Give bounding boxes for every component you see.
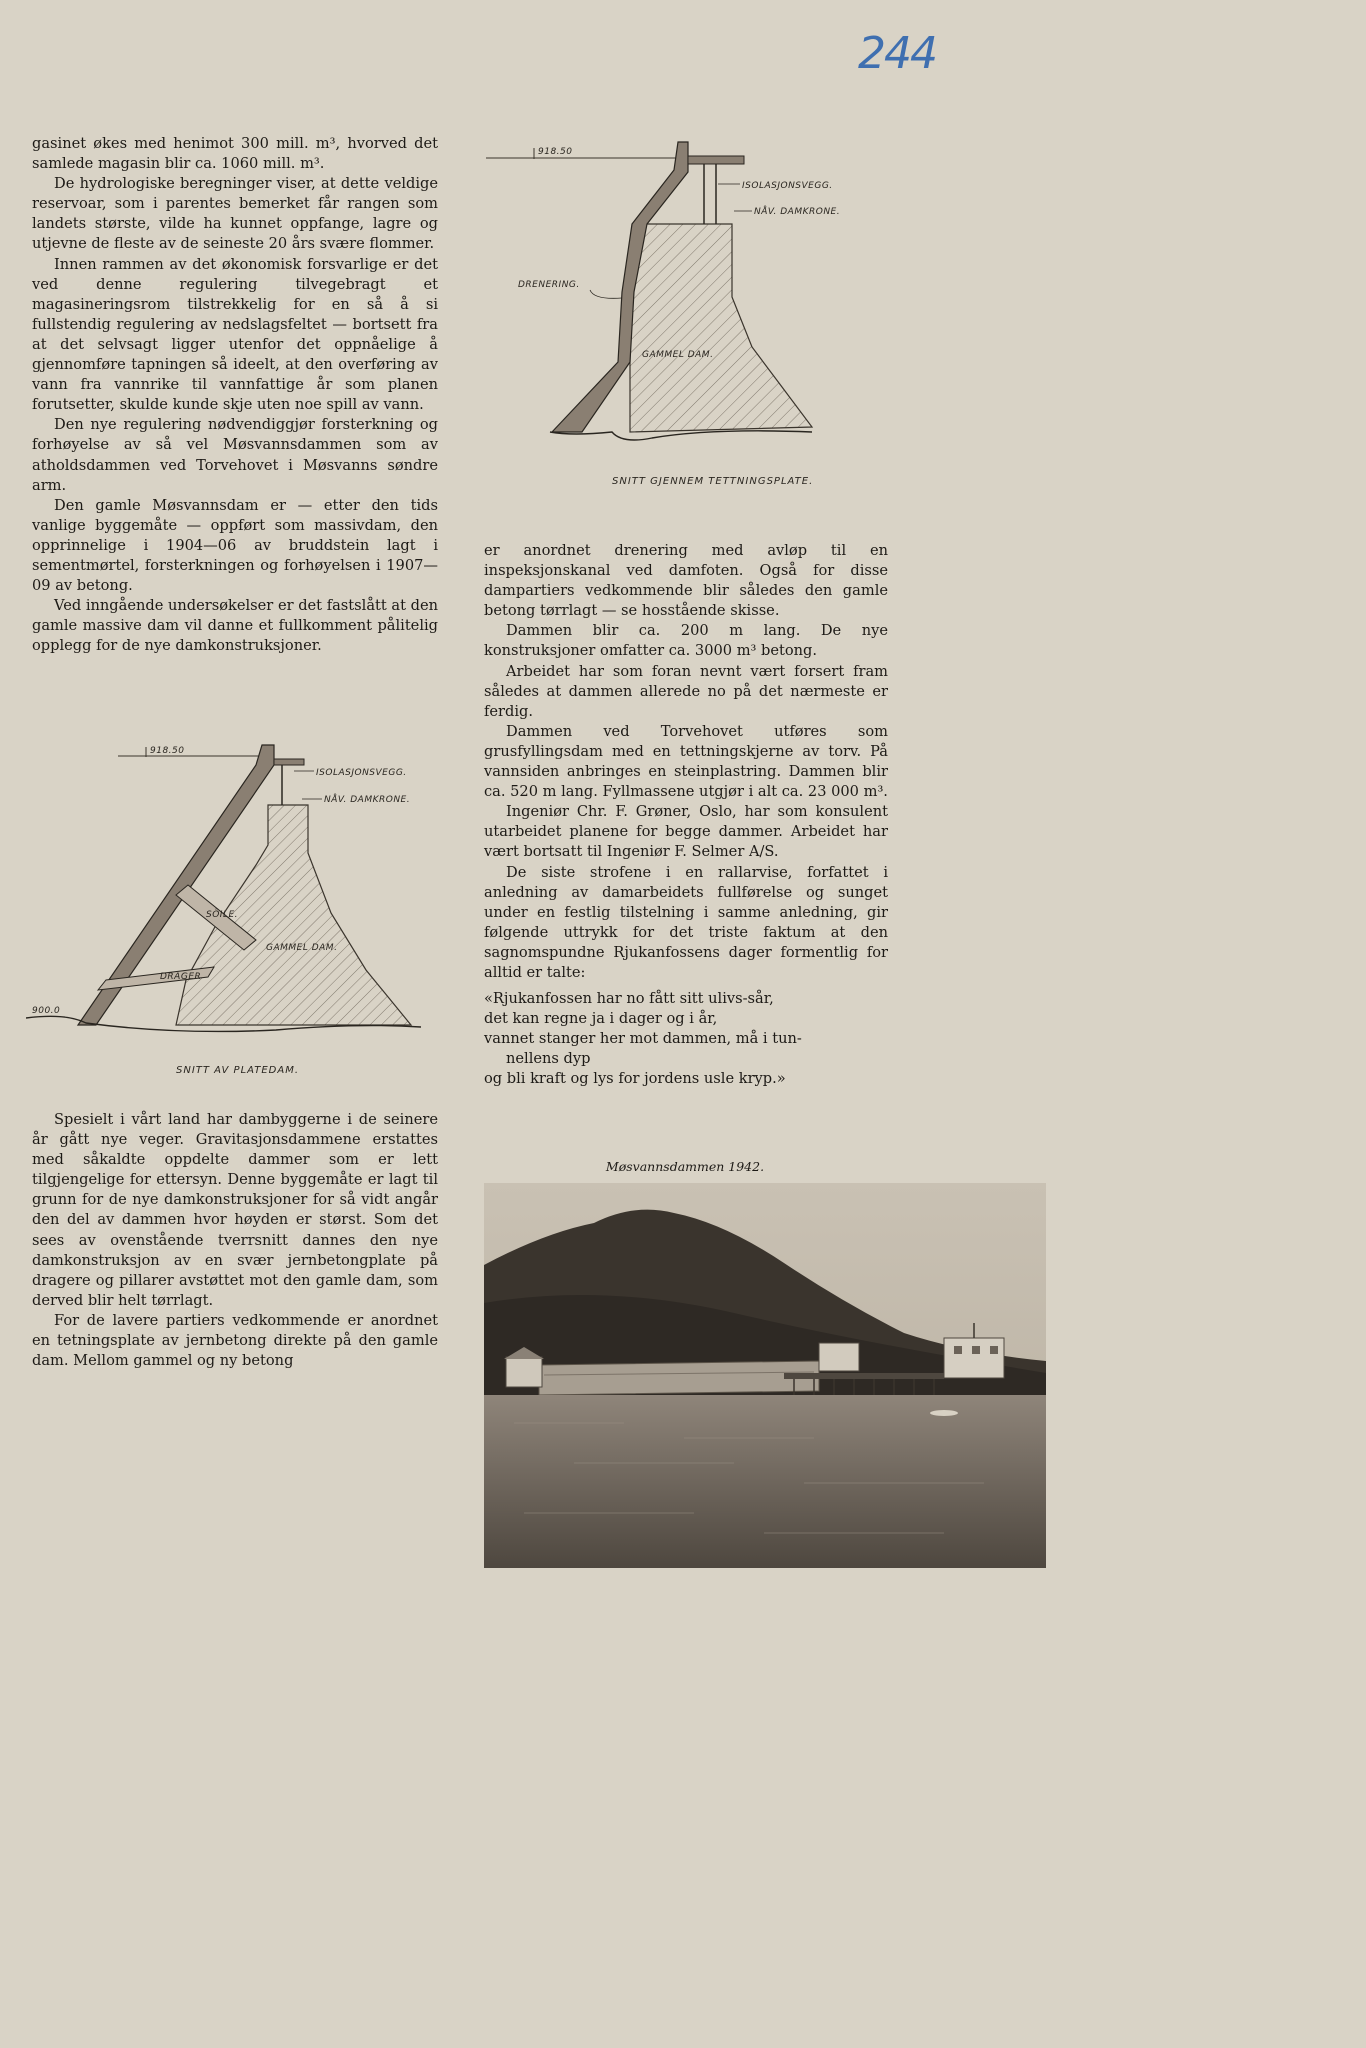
paragraph: Ved inngående undersøkelser er det fastslått at den gamle massive dam vil danne et fullkomment pålitelig opplegg for de nye damkonstruksjoner. [32, 597, 438, 655]
platedam-section-drawing [26, 735, 446, 1080]
left-column-upper-text [32, 134, 438, 656]
paragraph: De siste strofene i en rallarvise, forfattet i anledning av damarbeidets fullførelse og sunget under en festlig tilstelning i samme anledning, gir følgende uttrykk for det triste faktum at den sagnomspundne Rjukanfossens dager formentlig for alltid er talte: [484, 863, 888, 981]
tettningsplate-section-drawing [482, 132, 902, 492]
isolasjonsvegg-label: ISOLASJONSVEGG. [316, 768, 407, 778]
photo-caption: Møsvannsdammen 1942. [605, 1159, 765, 1174]
poem-line: og bli kraft og lys for jordens usle kryp.» [484, 1070, 786, 1088]
poem-line: «Rjukanfossen har no fått sitt ulivs-sår, [484, 990, 774, 1008]
base-level-label: 900.0 [32, 1006, 61, 1016]
figure-caption: SNITT GJENNEM TETTNINGSPLATE. [612, 476, 814, 487]
poem-stanza [484, 989, 888, 1089]
figure-caption: SNITT AV PLATEDAM. [176, 1065, 300, 1076]
gammel-dam-label: GAMMEL DAM. [642, 350, 714, 360]
drenering-label: DRENERING. [518, 280, 580, 290]
paragraph: For de lavere partiers vedkommende er anordnet en tetningsplate av jernbetong direkte på den gamle dam. Mellom gammel og ny betong [32, 1311, 438, 1370]
damkrone-label: NÅV. DAMKRONE. [754, 207, 841, 217]
paragraph: Den gamle Møsvannsdam er — etter den tids vanlige byggemåte — oppført som massivdam, den opprinnelige i 1904—06 av bruddstein lagt i sementmørtel, forsterkningen og forhøyelsen i 1907—09 av betong. [32, 496, 438, 595]
poem-line: nellens dyp [506, 1050, 591, 1068]
poem-line: det kan regne ja i dager og i år, [484, 1010, 718, 1028]
paragraph: Innen rammen av det økonomisk forsvarlige er det ved denne regulering tilvegebragt et magasineringsrom tilstrekkelig for en så å si fullstendig regulering av nedslagsfeltet — bortsett fra at det selvsagt ligger utenfor det oppnåelige å gjennomføre tapningen så ideelt, at den overføring av vann fra vannrike til vannfattige år som planen forutsetter, skulde kunde skje uten noe spill av vann. [32, 255, 438, 414]
damkrone-label: NÅV. DAMKRONE. [324, 795, 411, 805]
paragraph: gasinet økes med henimot 300 mill. m³, hvorved det samlede magasin blir ca. 1060 mill. m³. [32, 135, 438, 173]
gammel-dam-label: GAMMEL DAM. [266, 943, 338, 953]
drager-label: DRAGER [160, 972, 202, 982]
left-column-lower-text [32, 1110, 438, 1371]
paragraph: Den nye regulering nødvendiggjør forsterkning og forhøyelse av så vel Møsvannsdammen som av atholdsdammen ved Torvehovet i Møsvanns søndre arm. [32, 416, 438, 494]
paragraph: De hydrologiske beregninger viser, at dette veldige reservoar, som i parentes bemerket får rangen som landets største, vilde ha kunnet oppfange, lagre og utjevne de fleste av de seineste 20 års svære flommer. [32, 175, 438, 253]
paragraph: er anordnet drenering med avløp til en inspeksjonskanal ved damfoten. Også for disse dampartiers vedkommende blir således den gamle betong tørrlagt — se hosstående skisse. [484, 542, 888, 620]
paragraph: Ingeniør Chr. F. Grøner, Oslo, har som konsulent utarbeidet planene for begge dammer. Arbeidet har vært bortsatt til Ingeniør F. Selmer A/S. [484, 803, 888, 861]
isolasjonsvegg-label: ISOLASJONSVEGG. [742, 181, 833, 191]
water-level-label: 918.50 [538, 147, 573, 157]
water-level-label: 918.50 [150, 746, 185, 756]
paragraph: Dammen blir ca. 200 m lang. De nye konstruksjoner omfatter ca. 3000 m³ betong. [484, 622, 888, 660]
paragraph: Dammen ved Torvehovet utføres som grusfyllingsdam med en tettningskjerne av torv. På vannsiden anbringes en steinplastring. Dammen blir ca. 520 m lang. Fyllmassene utgjør i alt ca. 23 000 m³. [484, 722, 888, 801]
paragraph: Spesielt i vårt land har dambyggerne i de seinere år gått nye veger. Gravitasjonsdammene erstattes med såkaldte oppdelte dammer som er lett tilgjengelige for ettersyn. Denne byggemåte er lagt til grunn for de nye damkonstruksjoner for så vidt angår den del av dammen hvor høyden er størst. Som det sees av ovenstående tverrsnitt dannes den nye damkonstruksjon av en svær jernbetongplate på dragere og pillarer avstøttet mot den gamle dam, som derved blir helt tørrlagt. [32, 1111, 438, 1309]
handwritten-page-number: 244 [858, 28, 936, 79]
poem-line: vannet stanger her mot dammen, må i tun- [484, 1030, 802, 1048]
soile-label: SÖILE. [206, 910, 239, 920]
paragraph: Arbeidet har som foran nevnt vært forsert fram således at dammen allerede no på det nærmeste er ferdig. [484, 662, 888, 720]
dam-photograph [484, 1183, 1046, 1568]
right-column-text [484, 541, 888, 1090]
